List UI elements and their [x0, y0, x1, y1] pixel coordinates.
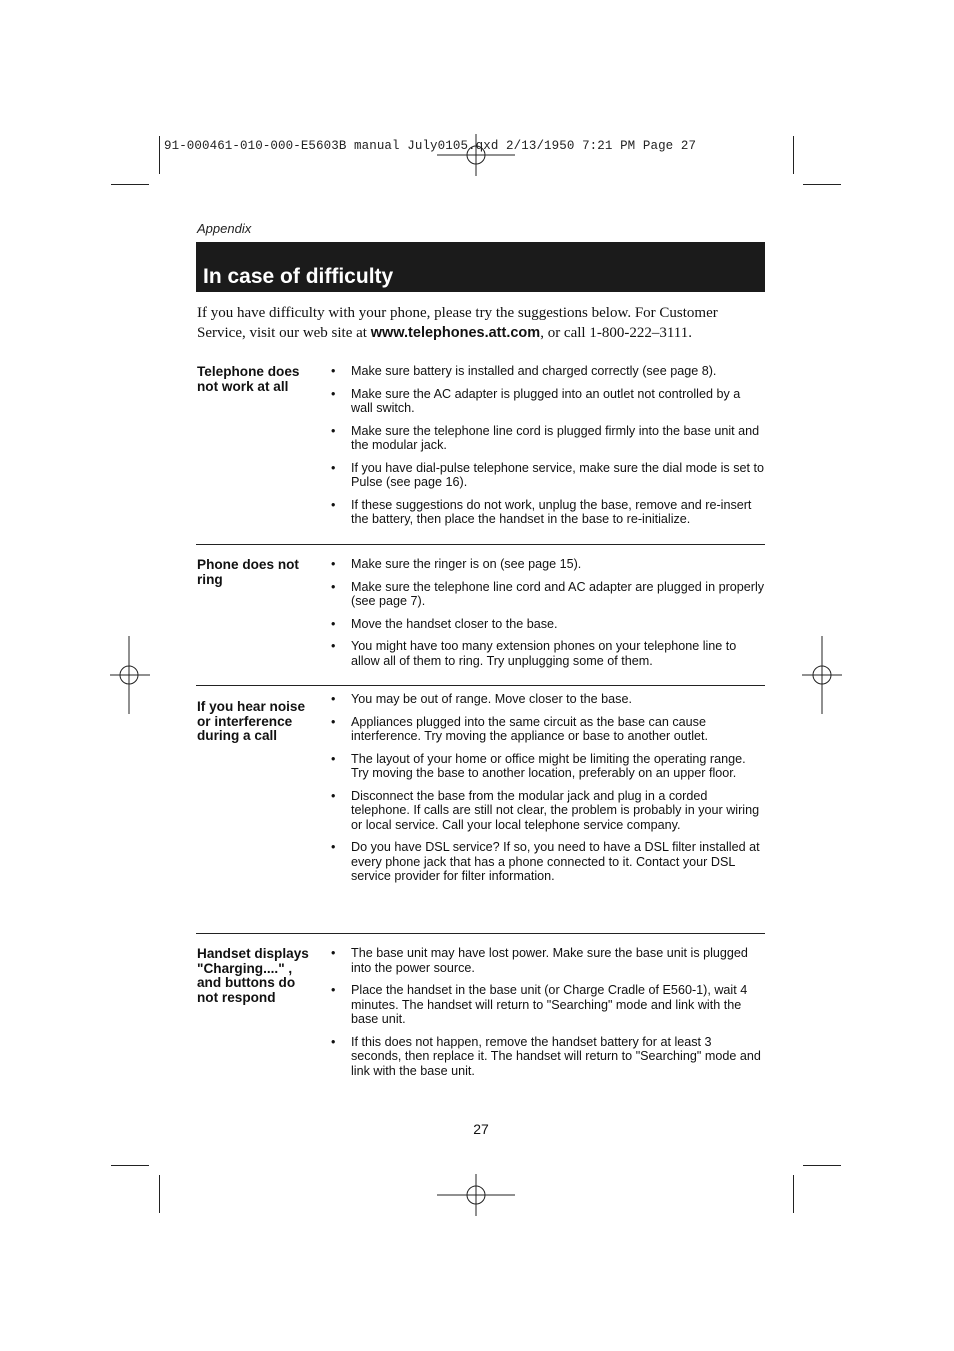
crop-mark: [111, 1165, 149, 1166]
intro-phone-text: , or call 1-800-222–3111.: [540, 324, 692, 341]
tip-item: • Make sure the ringer is on (see page 15).: [331, 557, 765, 572]
tip-item: • Disconnect the base from the modular jack and plug in a corded telephone. If calls are still not clear, the problem is probably in your wiring or local service. Call your local telephone service company.: [331, 789, 765, 833]
registration-mark-left: [110, 636, 150, 714]
tip-item: • Make sure the telephone line cord is plugged firmly into the base unit and the modular jack.: [331, 424, 765, 453]
registration-mark-bottom: [437, 1174, 517, 1216]
print-slug-line: 91-000461-010-000-E5603B manual July0105.qxd 2/13/1950 7:21 PM Page 27: [164, 139, 697, 153]
tip-item: • If this does not happen, remove the handset battery for at least 3 seconds, then replace it. The handset will return to "Searching" mode and link with the base unit.: [331, 1035, 765, 1079]
tip-list: [331, 364, 765, 535]
tip-item: • Make sure battery is installed and charged correctly (see page 8).: [331, 364, 765, 379]
tip-item: • Place the handset in the base unit (or Charge Cradle of E560-1), wait 4 minutes. The handset will return to "Searching" mode and link with the base unit.: [331, 983, 765, 1027]
tip-list: [331, 557, 765, 676]
tip-item: • The layout of your home or office might be limiting the operating range. Try moving the base to another location, preferably on an upper floor.: [331, 752, 765, 781]
section-divider: [196, 933, 765, 934]
tip-item: • Appliances plugged into the same circuit as the base can cause interference. Try moving the appliance or base to another outlet.: [331, 715, 765, 744]
tip-item: • The base unit may have lost power. Make sure the base unit is plugged into the power source.: [331, 946, 765, 975]
tip-item: • You may be out of range. Move closer to the base.: [331, 692, 765, 707]
page-title: In case of difficulty: [203, 265, 394, 288]
tip-list: [331, 692, 765, 892]
tip-item: • If you have dial-pulse telephone service, make sure the dial mode is set to Pulse (see page 16).: [331, 461, 765, 490]
problem-label: Handset displays "Charging...." , and buttons do not respond: [197, 946, 309, 1005]
crop-mark: [803, 184, 841, 185]
crop-mark: [803, 1165, 841, 1166]
intro-text: If you have difficulty with your phone, please try the suggestions below. For Customer Service, visit our web site at: [197, 305, 718, 341]
crop-mark: [159, 1175, 160, 1213]
registration-mark-top: [437, 134, 517, 176]
website-link[interactable]: www.telephones.att.com: [370, 324, 541, 341]
problem-label: Telephone does not work at all: [197, 364, 300, 394]
problem-label: Phone does not ring: [197, 557, 299, 587]
section-divider: [196, 685, 765, 686]
crop-mark: [793, 1175, 794, 1213]
crop-mark: [793, 136, 794, 174]
page-number: 27: [473, 1121, 489, 1137]
tip-item: • If these suggestions do not work, unplug the base, remove and re-insert the battery, then place the handset in the base to re-initialize.: [331, 498, 765, 527]
registration-mark-right: [802, 636, 842, 714]
tip-item: • Do you have DSL service? If so, you need to have a DSL filter installed at every phone jack that has a phone connected to it. Contact your DSL service provider for filter information.: [331, 840, 765, 884]
tip-list: [331, 946, 765, 1086]
intro-paragraph: [197, 304, 767, 343]
tip-item: • You might have too many extension phones on your telephone line to allow all of them to ring. Try unplugging some of them.: [331, 639, 765, 668]
section-divider: [196, 544, 765, 545]
title-bar: [196, 242, 765, 292]
crop-mark: [111, 184, 149, 185]
problem-label: If you hear noise or interference during a call: [197, 699, 306, 744]
tip-item: • Make sure the AC adapter is plugged into an outlet not controlled by a wall switch.: [331, 387, 765, 416]
tip-item: • Make sure the telephone line cord and AC adapter are plugged in properly (see page 7).: [331, 580, 765, 609]
tip-item: • Move the handset closer to the base.: [331, 617, 765, 632]
section-label: Appendix: [197, 221, 252, 236]
crop-mark: [159, 136, 160, 174]
